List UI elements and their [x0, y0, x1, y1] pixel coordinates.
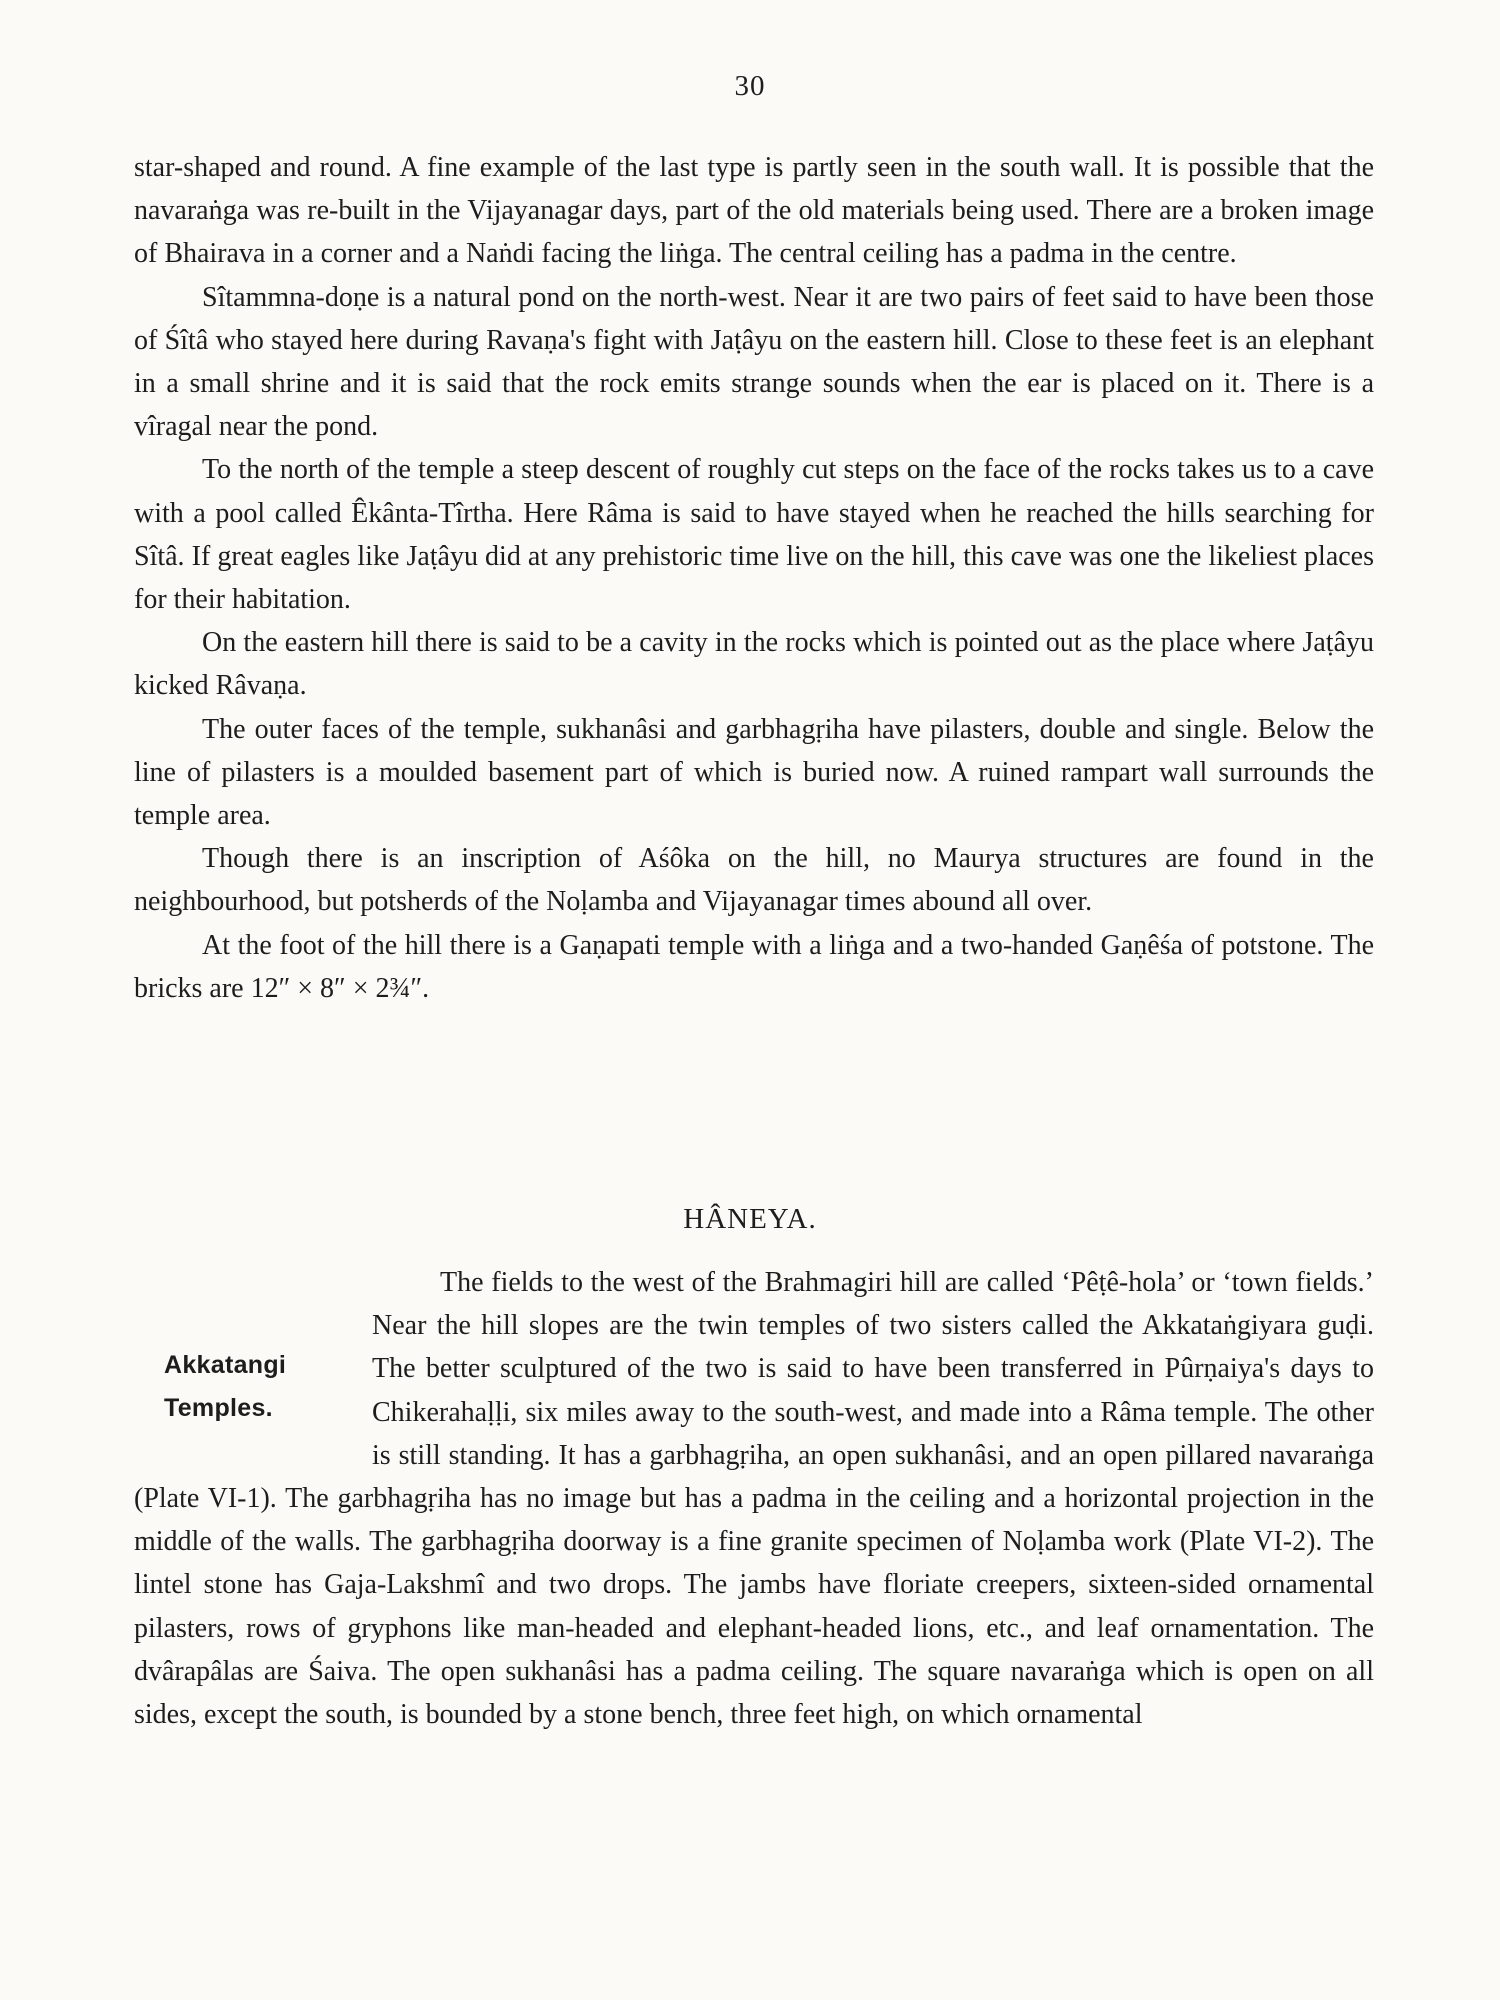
paragraph-ceiling: star-shaped and round. A fine example of the last type is partly seen in the south wall. It is possible that the navaraṅga was re-built in the Vijayanagar days, part of the old materials being used. There are a broken image of Bhairava in a corner and a Naṅdi facing the liṅga. The central ceiling has a padma in the centre.	[134, 152, 1374, 270]
paragraph-sitammna-pond: Sîtammna-doṇe is a natural pond on the north-west. Near it are two pairs of feet said to have been those of Śîtâ who stayed here during Ravaṇa's fight with Jaṭâyu on the eastern hill. Close to these feet is an elephant in a small shrine and it is said that the rock emits strange sounds when the ear is placed on it. There is a vîragal near the pond.	[134, 281, 1374, 443]
paragraph-outer-faces: The outer faces of the temple, sukhanâsi and garbhagṛiha have pilasters, double and single. Below the line of pilasters is a moulded basement part of which is buried now. A ruined rampart wall surrounds the temple area.	[134, 713, 1374, 832]
paragraph-eastern-hill: On the eastern hill there is said to be a cavity in the rocks which is pointed out as the place where Jaṭâyu kicked Râvaṇa.	[134, 627, 1374, 702]
section-title: HÂNEYA.	[683, 1203, 817, 1235]
side-heading: Akkatangi Temples.	[164, 1351, 287, 1423]
paragraph-ekanta-tirtha-cave: To the north of the temple a steep descent of roughly cut steps on the face of the rocks takes us to a cave with a pool called Êkânta-Tîrtha. Here Râma is said to have stayed when he reached the hills searching for Sîtâ. If great eagles like Jaṭâyu did at any prehistoric time live on the hill, this cave was one the likeliest places for their habitation.	[134, 454, 1374, 616]
paragraph-ganapati-temple: At the foot of the hill there is a Gaṇapati temple with a liṅga and a two-handed Gaṇêśa of potstone. The bricks are 12″ × 8″ × 2¾″.	[134, 929, 1374, 1004]
upper-text-block	[134, 146, 1374, 1010]
side-heading-container	[0, 1304, 372, 1476]
page-number: 30	[734, 70, 766, 102]
paragraph-akkatangi-temples: The fields to the west of the Brahmagiri hill are called ‘Pêṭê-hola’ or ‘town fields.’ Near the hill slopes are the twin temples of two sisters called the Akkataṅgiyara guḍi. The better sculptured of the two is said to have been transferred in Pûrṇaiya's days to Chikerahaḷḷi, six miles away to the south-west, and made into a Râma temple. The other is still standing. It has a garbhagṛiha, an open sukhanâsi, and an open pillared navaraṅga (Plate VI-1). The garbhagṛiha has no image but has a padma in the ceiling and a horizontal projection in the middle of the walls. The garbhagṛiha doorway is a fine granite specimen of Noḷamba work (Plate VI-2). The lintel stone has Gaja-Lakshmî and two drops. The jambs have floriate creepers, sixteen-sided ornamental pilasters, rows of gryphons like man-headed and elephant-headed lions, etc., and leaf ornamentation. The dvârapâlas are Śaiva. The open sukhanâsi has a padma ceiling. The square navaraṅga which is open on all sides, except the south, is bounded by a stone bench, three feet high, on which ornamental	[134, 1267, 1374, 1731]
paragraph-asoka-inscription: Though there is an inscription of Aśôka on the hill, no Maurya structures are found in the neighbourhood, but potsherds of the Noḷamba and Vijayanagar times abound all over.	[134, 843, 1374, 918]
lower-text-block	[134, 1261, 1374, 1736]
